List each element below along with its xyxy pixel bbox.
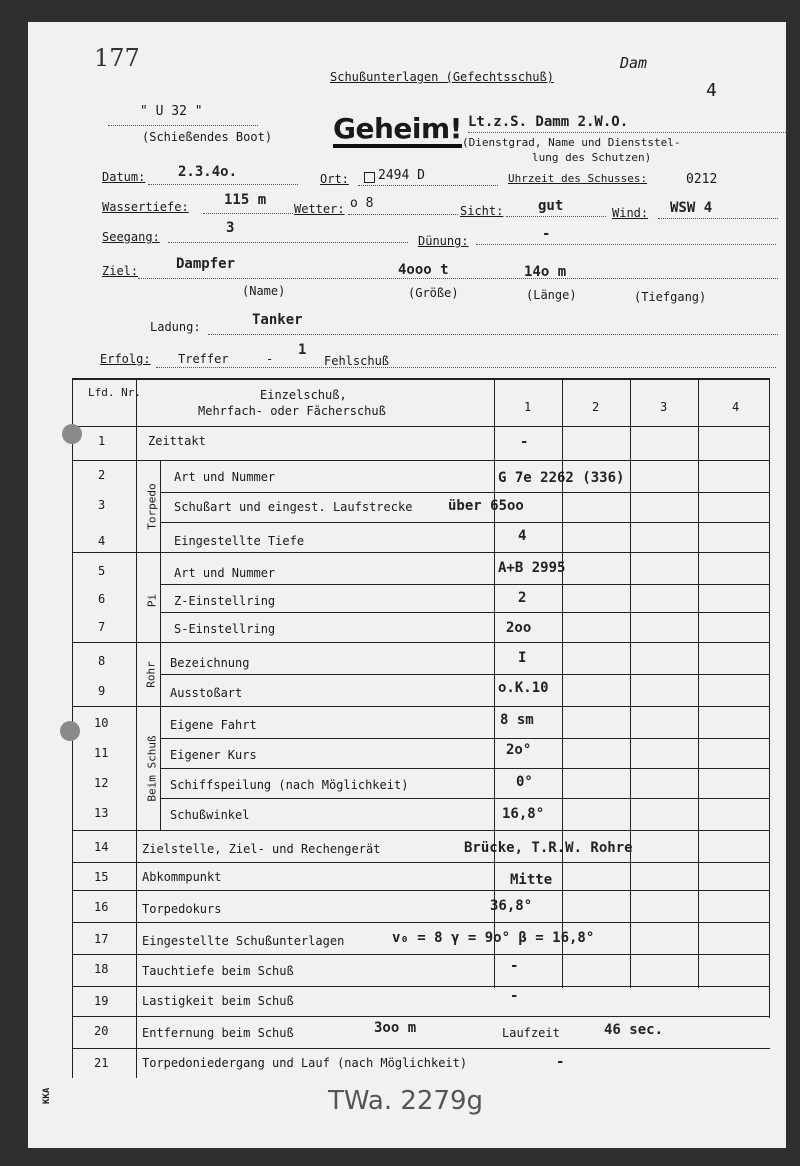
- row-label-14: Zielstelle, Ziel- und Rechengerät: [142, 842, 381, 856]
- row-label-5: Art und Nummer: [174, 566, 276, 580]
- row-nr-19: 19: [94, 994, 109, 1008]
- row-nr-2: 2: [98, 468, 106, 482]
- form-title: Schußunterlagen (Gefechtsschuß): [330, 70, 554, 84]
- ziel-name: Dampfer: [176, 256, 236, 272]
- row-label-20: Entfernung beim Schuß: [142, 1026, 294, 1040]
- initials: Dam: [620, 54, 648, 72]
- row-value-19: -: [510, 988, 519, 1004]
- uhrzeit-label: Uhrzeit des Schusses:: [508, 172, 648, 185]
- row-value-1: -: [520, 434, 529, 450]
- officer-caption-2: lung des Schutzen): [532, 151, 652, 164]
- row-label-3: Schußart und eingest. Laufstrecke: [174, 500, 413, 514]
- ort-value: 2494 D: [378, 168, 425, 183]
- datum-label: Datum:: [102, 170, 146, 184]
- erfolg-treffer: Treffer: [178, 352, 229, 366]
- erfolg-label: Erfolg:: [100, 352, 151, 366]
- row-label-18: Tauchtiefe beim Schuß: [142, 964, 294, 978]
- row-nr-14: 14: [94, 840, 109, 854]
- row-nr-6: 6: [98, 592, 106, 606]
- row-nr-9: 9: [98, 684, 106, 698]
- group-beim-schuss: Beim Schuß: [145, 735, 159, 802]
- col-desc-header-1: Einzelschuß,: [260, 388, 347, 402]
- document-sheet: [28, 22, 786, 1148]
- grid-square-icon: [364, 172, 375, 183]
- row-label-16: Torpedokurs: [142, 902, 222, 916]
- wetter-value: o 8: [350, 196, 374, 211]
- wind-label: Wind:: [612, 206, 649, 220]
- row-label-11: Eigener Kurs: [170, 748, 257, 762]
- row-nr-3: 3: [98, 498, 106, 512]
- row-label-21: Torpedoniedergang und Lauf (nach Möglichkeit): [142, 1056, 468, 1070]
- row-value-7: 2oo: [506, 620, 532, 636]
- row-nr-13: 13: [94, 806, 109, 820]
- laufzeit-label: Laufzeit: [502, 1026, 560, 1040]
- caption-laenge: (Länge): [526, 288, 577, 302]
- duenung-label: Dünung:: [418, 234, 469, 248]
- row-nr-4: 4: [98, 534, 106, 548]
- sheet-number: 4: [706, 80, 717, 101]
- row-value-14: Brücke, T.R.W. Rohre: [464, 840, 633, 856]
- officer-caption-1: (Dienstgrad, Name und Dienststel-: [462, 136, 681, 149]
- row-nr-8: 8: [98, 654, 106, 668]
- row-nr-20: 20: [94, 1024, 109, 1038]
- row-label-1: Zeittakt: [148, 434, 206, 448]
- col-desc-header-2: Mehrfach- oder Fächerschuß: [198, 404, 386, 418]
- side-mark: KKA: [42, 1087, 52, 1104]
- row-nr-10: 10: [94, 716, 109, 730]
- col-header-3: 3: [660, 400, 668, 414]
- row-value-12: 0°: [516, 774, 533, 790]
- uhrzeit-value: 0212: [686, 172, 718, 187]
- row-label-4: Eingestellte Tiefe: [174, 534, 305, 548]
- duenung-value: -: [542, 226, 551, 242]
- caption-groesse: (Größe): [408, 286, 459, 300]
- ladung-value: Tanker: [252, 312, 303, 328]
- wassertiefe-value: 115 m: [224, 192, 267, 208]
- ladung-label: Ladung:: [150, 320, 201, 334]
- sicht-value: gut: [538, 198, 564, 214]
- row-label-13: Schußwinkel: [170, 808, 250, 822]
- row-value-5: A+B 2995: [498, 560, 566, 576]
- caption-name: (Name): [242, 284, 286, 298]
- wassertiefe-label: Wassertiefe:: [102, 200, 189, 214]
- col-lfd-header: Lfd. Nr.: [88, 386, 141, 399]
- ziel-label: Ziel:: [102, 264, 139, 278]
- row-value-21: -: [556, 1054, 565, 1070]
- row-value-3: über 65oo: [448, 498, 524, 514]
- punch-hole: [60, 721, 80, 741]
- row-nr-15: 15: [94, 870, 109, 884]
- erfolg-fehlschuss: Fehlschuß: [324, 354, 390, 368]
- row-value-6: 2: [518, 590, 527, 606]
- row-nr-12: 12: [94, 776, 109, 790]
- erfolg-dash: -: [266, 352, 274, 366]
- boat-name: " U 32 ": [140, 104, 203, 119]
- group-torpedo: Torpedo: [145, 483, 159, 530]
- ziel-groesse: 4ooo t: [398, 262, 449, 278]
- col-header-2: 2: [592, 400, 600, 414]
- row-value-9: o.K.10: [498, 680, 549, 696]
- row-value-13: 16,8°: [502, 806, 545, 822]
- row-nr-11: 11: [94, 746, 109, 760]
- row-nr-16: 16: [94, 900, 109, 914]
- group-pi: Pi: [145, 593, 159, 608]
- boat-caption: (Schießendes Boot): [142, 130, 273, 144]
- sicht-label: Sicht:: [460, 204, 504, 218]
- wind-value: WSW 4: [670, 200, 713, 216]
- row-label-15: Abkommpunkt: [142, 870, 222, 884]
- laufzeit-value: 46 sec.: [604, 1022, 664, 1038]
- row-nr-5: 5: [98, 564, 106, 578]
- row-label-7: S-Einstellring: [174, 622, 276, 636]
- row-nr-18: 18: [94, 962, 109, 976]
- col-header-1: 1: [524, 400, 532, 414]
- row-nr-1: 1: [98, 434, 106, 448]
- row-value-8: I: [518, 650, 527, 666]
- ort-label: Ort:: [320, 172, 349, 186]
- row-label-19: Lastigkeit beim Schuß: [142, 994, 294, 1008]
- row-label-17: Eingestellte Schußunterlagen: [142, 934, 345, 948]
- caption-tiefgang: (Tiefgang): [634, 290, 707, 304]
- row-value-4: 4: [518, 528, 527, 544]
- row-value-2: G 7e 2262 (336): [498, 470, 625, 486]
- row-value-18: -: [510, 958, 519, 974]
- col-header-4: 4: [732, 400, 740, 414]
- row-label-2: Art und Nummer: [174, 470, 276, 484]
- row-value-17: v₀ = 8 γ = 9o° β = 16,8°: [392, 930, 595, 946]
- row-value-16: 36,8°: [490, 898, 533, 914]
- secret-stamp: Geheim!: [333, 114, 462, 148]
- erfolg-fehlschuss-count: 1: [298, 342, 307, 358]
- row-label-8: Bezeichnung: [170, 656, 250, 670]
- row-nr-7: 7: [98, 620, 106, 634]
- punch-hole: [62, 424, 82, 444]
- seegang-value: 3: [226, 220, 235, 236]
- row-nr-21: 21: [94, 1056, 109, 1070]
- officer-name: Lt.z.S. Damm 2.W.O.: [468, 114, 629, 130]
- ziel-laenge: 14o m: [524, 264, 567, 280]
- wetter-label: Wetter:: [294, 202, 345, 216]
- row-value-11: 2o°: [506, 742, 532, 758]
- row-label-12: Schiffspeilung (nach Möglichkeit): [170, 778, 409, 792]
- page-number: 177: [94, 44, 140, 72]
- row-label-10: Eigene Fahrt: [170, 718, 257, 732]
- row-nr-17: 17: [94, 932, 109, 946]
- datum-value: 2.3.4o.: [178, 164, 238, 180]
- group-rohr: Rohr: [144, 661, 158, 688]
- archive-stamp: TWa. 2279g: [328, 1086, 484, 1116]
- row-label-9: Ausstoßart: [170, 686, 243, 700]
- row-value-20: 3oo m: [374, 1020, 417, 1036]
- seegang-label: Seegang:: [102, 230, 160, 244]
- row-value-10: 8 sm: [500, 712, 534, 728]
- row-value-15: Mitte: [510, 872, 553, 888]
- row-label-6: Z-Einstellring: [174, 594, 276, 608]
